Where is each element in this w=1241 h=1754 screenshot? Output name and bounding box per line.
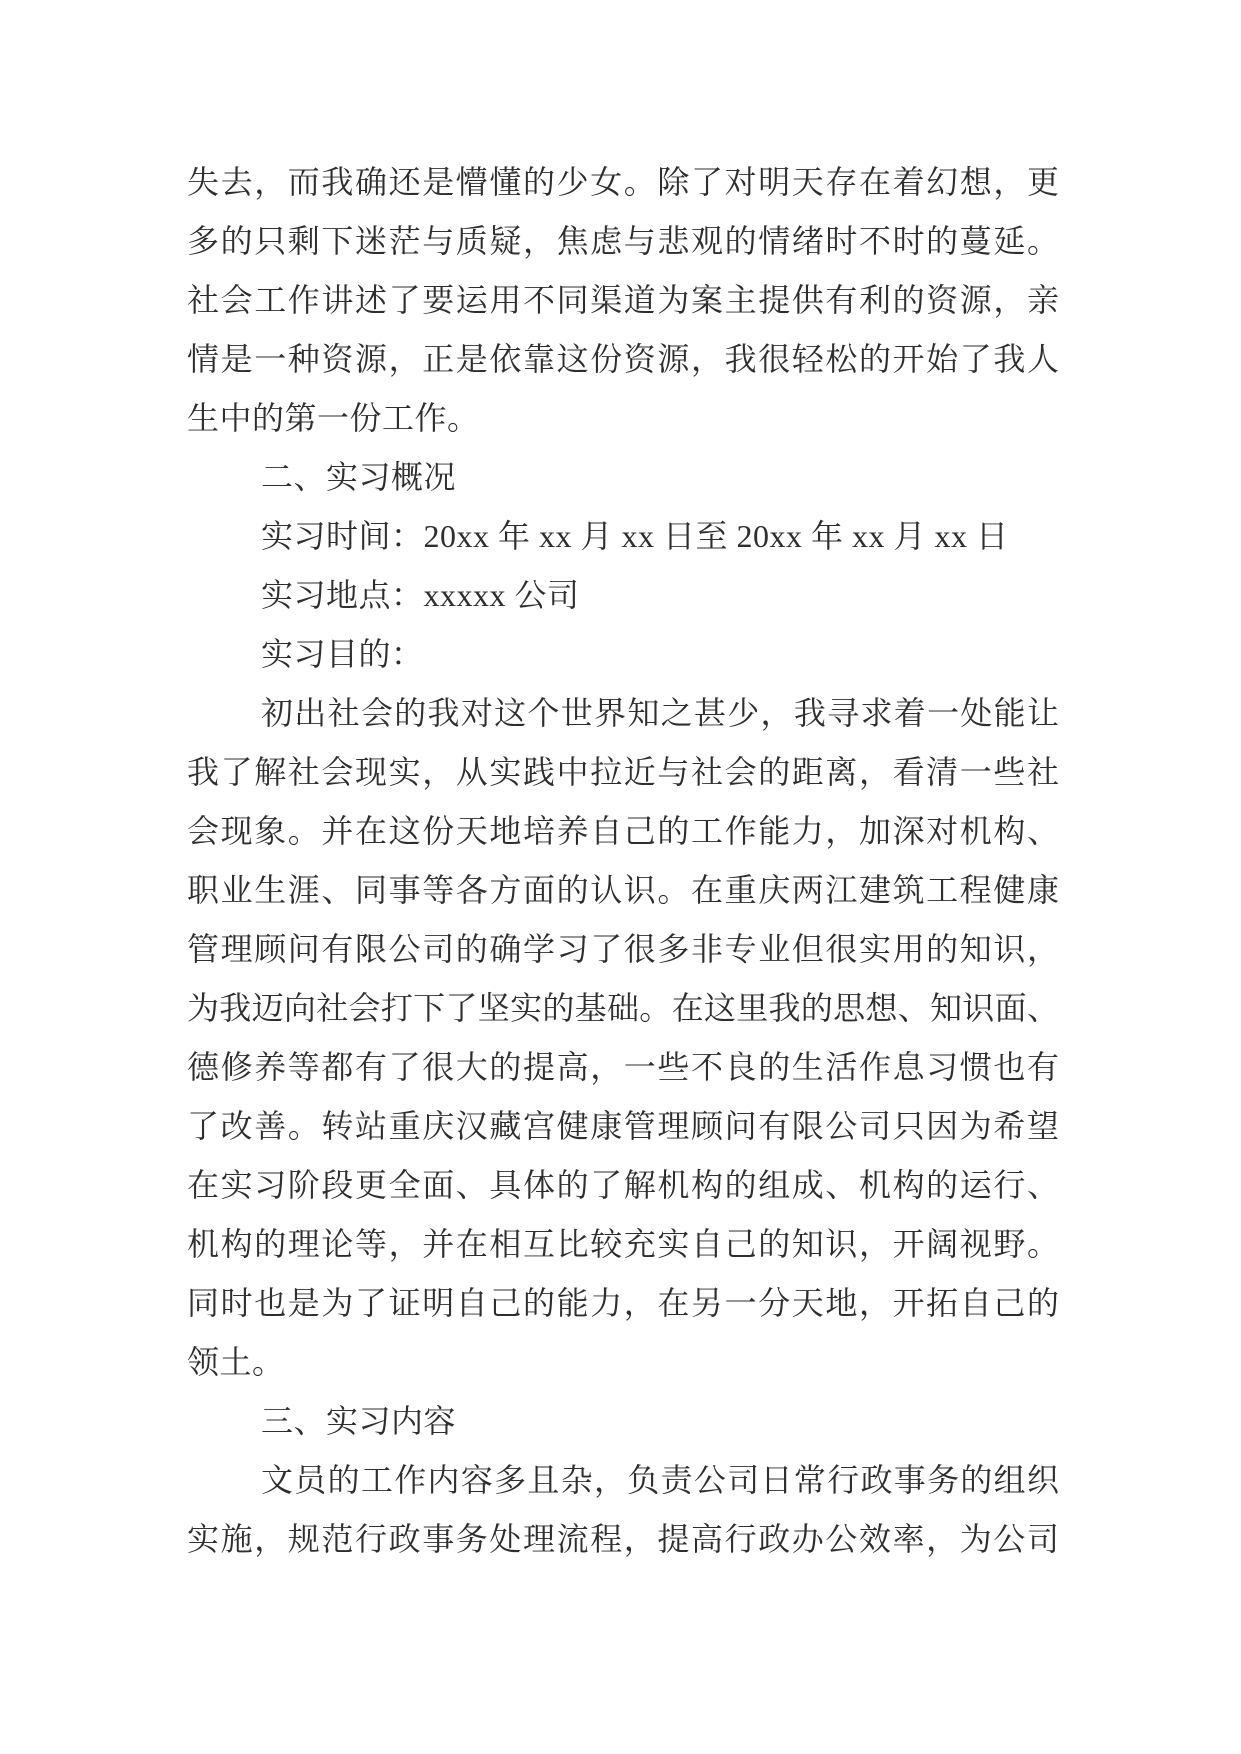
- text-line: 失去，而我确还是懵懂的少女。除了对明天存在着幻想，更: [187, 164, 1059, 200]
- text-line: 职业生涯、同事等各方面的认识。在重庆两江建筑工程健康: [187, 872, 1059, 908]
- text-line: 实习目的：: [261, 636, 424, 672]
- text-line: 领土。: [187, 1344, 285, 1380]
- text-line: 实施，规范行政事务处理流程，提高行政办公效率，为公司: [187, 1521, 1059, 1557]
- text-line: 生中的第一份工作。: [187, 400, 480, 436]
- text-line: 为我迈向社会打下了坚实的基础。在这里我的思想、知识面、: [187, 990, 1059, 1026]
- text-line: 文员的工作内容多且杂，负责公司日常行政事务的组织: [261, 1462, 1059, 1498]
- text-line: 在实习阶段更全面、具体的了解机构的组成、机构的运行、: [187, 1167, 1059, 1203]
- text-line: 我了解社会现实，从实践中拉近与社会的距离，看清一些社: [187, 754, 1059, 790]
- text-line: 社会工作讲述了要运用不同渠道为案主提供有利的资源，亲: [187, 282, 1059, 318]
- text-line: 机构的理论等，并在相互比较充实自己的知识，开阔视野。: [187, 1226, 1059, 1262]
- document-body: [187, 153, 1059, 1569]
- text-line: 三、实习内容: [261, 1403, 457, 1439]
- text-line: 同时也是为了证明自己的能力，在另一分天地，开拓自己的: [187, 1285, 1059, 1321]
- text-line: 会现象。并在这份天地培养自己的工作能力，加深对机构、: [187, 813, 1059, 849]
- text-line: 多的只剩下迷茫与质疑，焦虑与悲观的情绪时不时的蔓延。: [187, 223, 1059, 259]
- text-line: 了改善。转站重庆汉藏宫健康管理顾问有限公司只因为希望: [187, 1108, 1059, 1144]
- text-line: 管理顾问有限公司的确学习了很多非专业但很实用的知识，: [187, 931, 1059, 967]
- text-line: 实习地点：xxxxx 公司: [261, 577, 580, 613]
- text-line: 初出社会的我对这个世界知之甚少，我寻求着一处能让: [261, 695, 1059, 731]
- text-line: 德修养等都有了很大的提高，一些不良的生活作息习惯也有: [187, 1049, 1059, 1085]
- text-line: 二、实习概况: [261, 459, 457, 495]
- text-line: 情是一种资源，正是依靠这份资源，我很轻松的开始了我人: [187, 341, 1059, 377]
- text-line: 实习时间：20xx 年 xx 月 xx 日至 20xx 年 xx 月 xx 日: [261, 518, 1009, 554]
